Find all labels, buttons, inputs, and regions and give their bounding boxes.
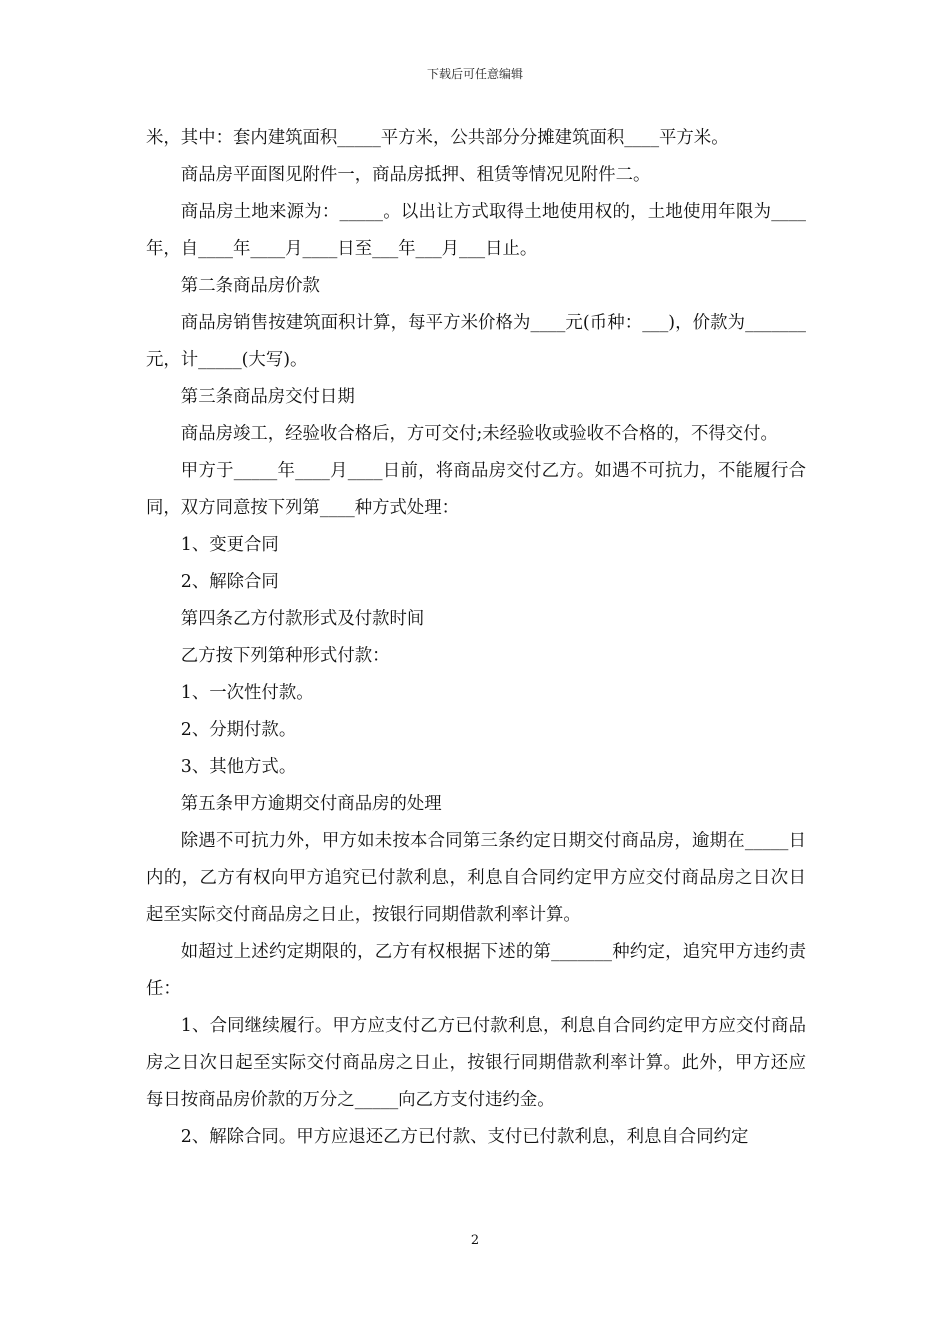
page-header: 下载后可任意编辑 xyxy=(426,67,523,81)
paragraph: 第五条甲方逾期交付商品房的处理 xyxy=(180,794,442,814)
paragraph: 第四条乙方付款形式及付款时间 xyxy=(180,609,425,629)
paragraph: 1、合同继续履行。甲方应支付乙方已付款利息，利息自合同约定甲方应交付商品房之日次日起至实际交付商品房之日止，按银行同期借款利率计算。此外，甲方还应每日按商品房价款的万分之_____向乙方支付违约金。 xyxy=(146,1016,806,1110)
paragraph: 2、分期付款。 xyxy=(180,720,297,740)
paragraph: 甲方于_____年____月____日前，将商品房交付乙方。如遇不可抗力，不能履行合同，双方同意按下列第____种方式处理： xyxy=(146,461,806,518)
paragraph: 2、解除合同 xyxy=(180,572,279,592)
page-number: 2 xyxy=(470,1233,480,1248)
paragraph: 乙方按下列第种形式付款： xyxy=(180,646,390,666)
paragraph: 商品房平面图见附件一，商品房抵押、租赁等情况见附件二。 xyxy=(180,165,651,185)
paragraph: 如超过上述约定期限的，乙方有权根据下述的第_______种约定，追究甲方违约责任： xyxy=(146,942,806,999)
paragraph: 商品房销售按建筑面积计算，每平方米价格为____元(币种：___)，价款为_______元，计_____(大写)。 xyxy=(146,313,806,370)
paragraph: 除遇不可抗力外，甲方如未按本合同第三条约定日期交付商品房，逾期在_____日内的，乙方有权向甲方追究已付款利息，利息自合同约定甲方应交付商品房之日次日起至实际交付商品房之日止，按银行同期借款利率计算。 xyxy=(146,831,806,925)
paragraph: 商品房竣工，经验收合格后，方可交付;未经验收或验收不合格的，不得交付。 xyxy=(180,424,778,444)
paragraph: 1、变更合同 xyxy=(180,535,279,555)
paragraph: 1、一次性付款。 xyxy=(180,683,314,703)
paragraph: 第二条商品房价款 xyxy=(180,276,320,296)
paragraph: 2、解除合同。甲方应退还乙方已付款、支付已付款利息，利息自合同约定 xyxy=(180,1127,749,1147)
paragraph: 3、其他方式。 xyxy=(180,757,297,777)
paragraph: 商品房土地来源为：_____。以出让方式取得土地使用权的，土地使用年限为____年，自____年____月____日至___年___月___日止。 xyxy=(146,202,806,259)
document-body xyxy=(146,120,806,1156)
paragraph: 米，其中：套内建筑面积_____平方米，公共部分分摊建筑面积____平方米。 xyxy=(146,128,729,148)
paragraph: 第三条商品房交付日期 xyxy=(180,387,355,407)
